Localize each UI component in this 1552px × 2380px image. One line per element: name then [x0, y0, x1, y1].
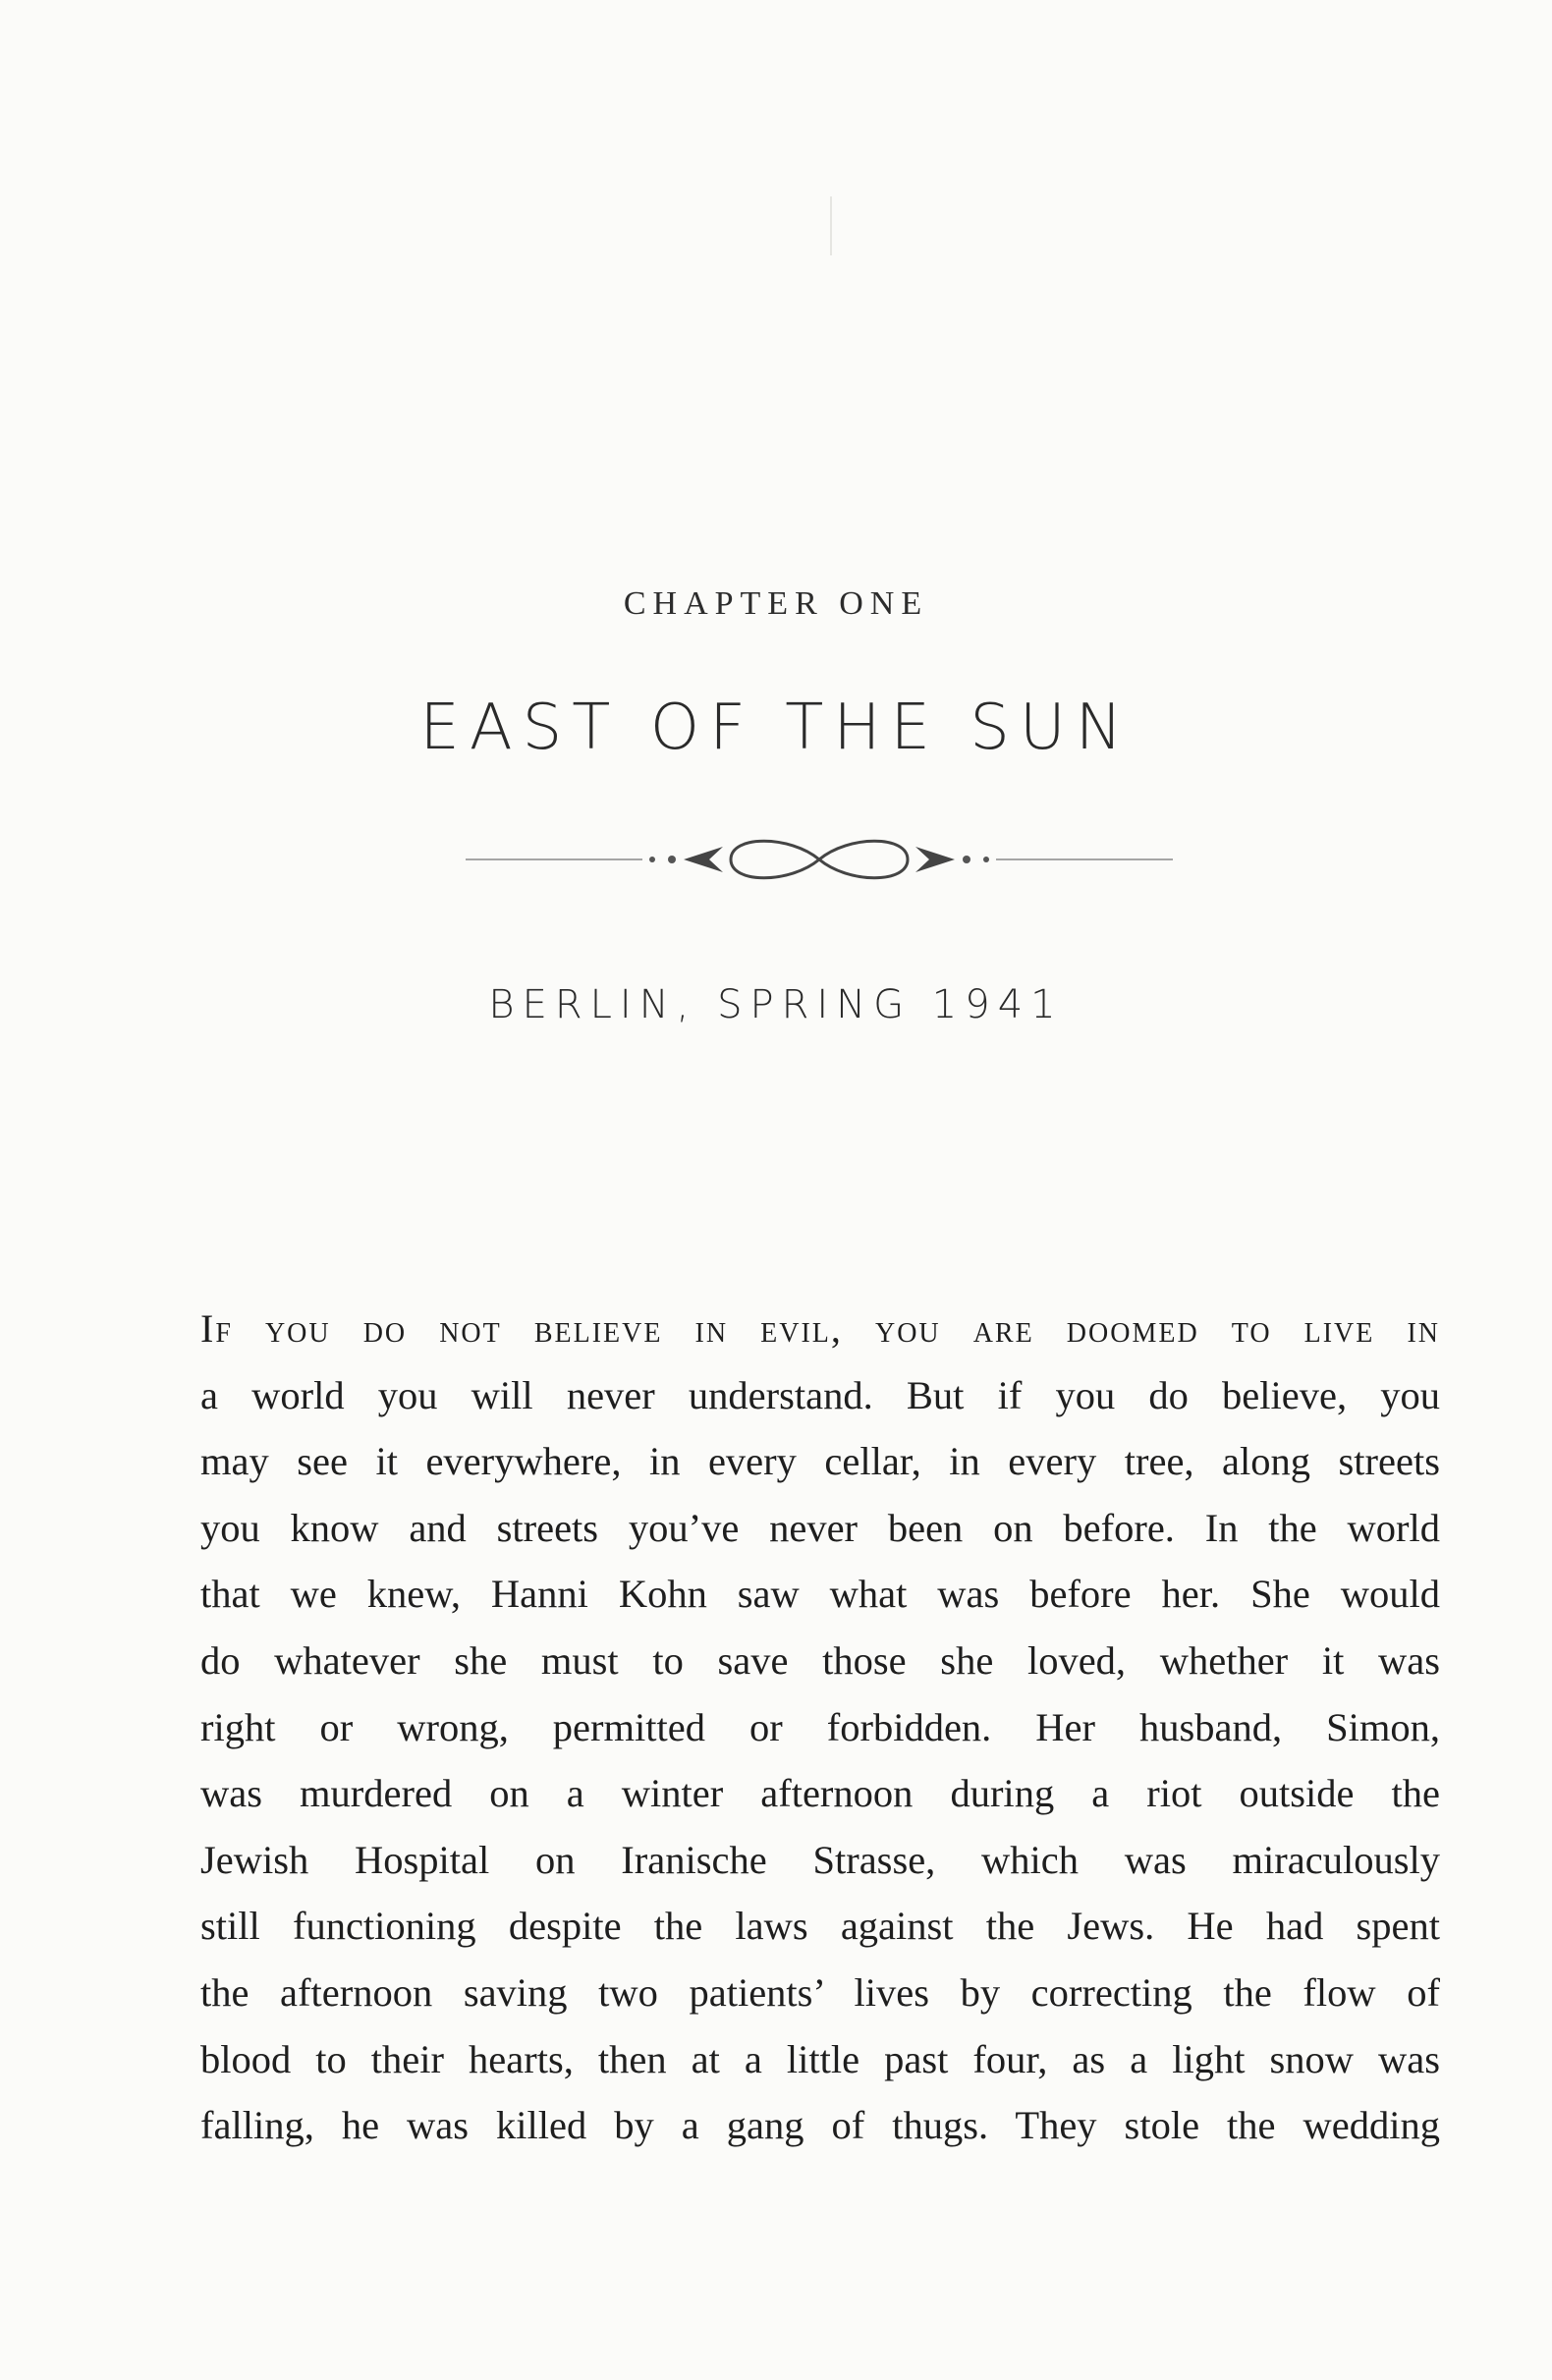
text-line: blood to their hearts, then at a little past four, as a light snow was	[200, 2036, 1440, 2081]
scan-mark	[830, 196, 832, 255]
location-dateline: BERLIN, SPRING 1941	[488, 982, 1064, 1027]
text-line: falling, he was killed by a gang of thugs. They stole the wedding	[200, 2103, 1440, 2148]
text-line: the afternoon saving two patients’ lives by correcting the flow of	[200, 1969, 1440, 2015]
text-line: may see it everywhere, in every cellar, in every tree, along streets	[200, 1439, 1440, 1484]
text-line: a world you will never understand. But if you do believe, you	[200, 1372, 1440, 1417]
text-line: that we knew, Hanni Kohn saw what was before her. She would	[200, 1572, 1440, 1617]
text-line: you know and streets you’ve never been on before. In the world	[200, 1505, 1440, 1550]
text-line: do whatever she must to save those she loved, whether it was	[200, 1637, 1440, 1683]
text-line: still functioning despite the laws against the Jews. He had spent	[200, 1904, 1440, 1949]
text-line: right or wrong, permitted or forbidden. Her husband, Simon,	[200, 1704, 1440, 1749]
text-line: Jewish Hospital on Iranische Strasse, which was miraculously	[200, 1837, 1440, 1882]
opening-line: If you do not believe in evil, you are doomed to live in	[200, 1306, 1440, 1351]
body-text	[200, 1296, 1440, 2159]
decorative-flourish-icon	[466, 825, 1173, 894]
chapter-label: CHAPTER ONE	[623, 585, 929, 622]
text-line: was murdered on a winter afternoon during a riot outside the	[200, 1771, 1440, 1816]
chapter-title: EAST OF THE SUN	[419, 692, 1133, 764]
